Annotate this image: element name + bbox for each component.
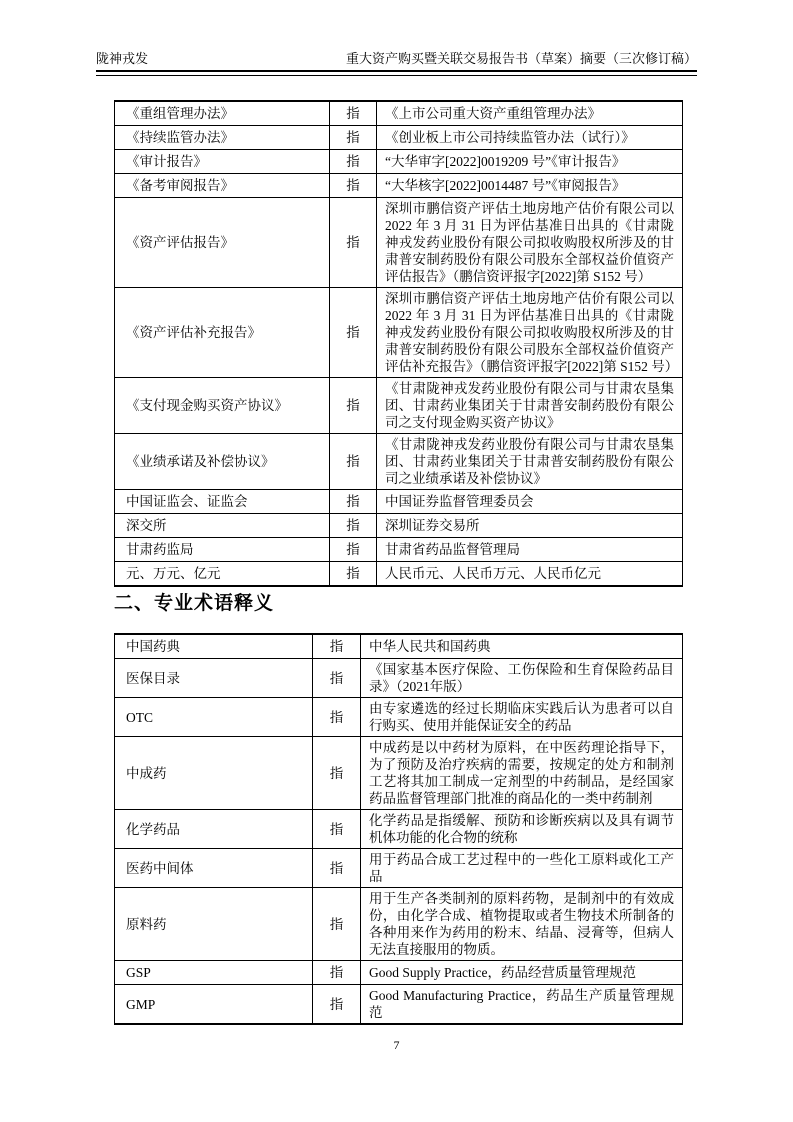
indicator-cell: 指 [330, 378, 377, 434]
definition-cell: 中华人民共和国药典 [361, 634, 683, 659]
definition-cell: 由专家遴选的经过长期临床实践后认为患者可以自行购买、使用并能保证安全的药品 [361, 698, 683, 737]
definition-cell: 甘肃省药品监督管理局 [377, 538, 683, 562]
table-row [115, 562, 683, 587]
definition-cell: 深圳证券交易所 [377, 514, 683, 538]
term-cell: 化学药品 [115, 810, 313, 849]
page-number: 7 [393, 1038, 400, 1052]
indicator-cell: 指 [313, 961, 361, 985]
indicator-cell: 指 [330, 514, 377, 538]
indicator-cell: 指 [313, 985, 361, 1025]
definition-cell: 《甘肃陇神戎发药业股份有限公司与甘肃农垦集团、甘肃药业集团关于甘肃普安制药股份有限公司之业绩承诺及补偿协议》 [377, 434, 683, 490]
table-row [115, 378, 683, 434]
definition-cell: 《创业板上市公司持续监管办法（试行）》 [377, 126, 683, 150]
header-rule-thin [96, 75, 697, 76]
indicator-cell: 指 [313, 888, 361, 961]
section-heading: 二、专业术语释义 [114, 593, 275, 614]
indicator-cell: 指 [313, 810, 361, 849]
term-cell: GMP [115, 985, 313, 1025]
indicator-cell: 指 [330, 174, 377, 198]
table-row [115, 810, 683, 849]
definition-cell: 用于生产各类制剂的原料药物，是制剂中的有效成份，由化学合成、植物提取或者生物技术所制备的各种用来作为药用的粉末、结晶、浸膏等，但病人无法直接服用的物质。 [361, 888, 683, 961]
indicator-cell: 指 [330, 538, 377, 562]
table-row [115, 288, 683, 378]
term-cell: 元、万元、亿元 [115, 562, 330, 587]
term-cell: 深交所 [115, 514, 330, 538]
indicator-cell: 指 [313, 634, 361, 659]
term-cell: 《审计报告》 [115, 150, 330, 174]
term-cell: 《备考审阅报告》 [115, 174, 330, 198]
term-cell: 《资产评估补充报告》 [115, 288, 330, 378]
term-cell: 《支付现金购买资产协议》 [115, 378, 330, 434]
definitions-table [114, 100, 683, 587]
indicator-cell: 指 [330, 562, 377, 587]
indicator-cell: 指 [330, 288, 377, 378]
term-cell: 中国证监会、证监会 [115, 490, 330, 514]
header-company-name: 陇神戎发 [96, 51, 149, 66]
table-row [115, 849, 683, 888]
indicator-cell: 指 [313, 659, 361, 698]
definition-cell: 用于药品合成工艺过程中的一些化工原料或化工产品 [361, 849, 683, 888]
page-footer [96, 1038, 697, 1053]
table-row [115, 961, 683, 985]
term-cell: 医保目录 [115, 659, 313, 698]
term-cell: 医药中间体 [115, 849, 313, 888]
definition-cell: “大华核字[2022]0014487 号”《审阅报告》 [377, 174, 683, 198]
indicator-cell: 指 [330, 150, 377, 174]
indicator-cell: 指 [313, 737, 361, 810]
table-row [115, 888, 683, 961]
table-row [115, 985, 683, 1025]
indicator-cell: 指 [330, 434, 377, 490]
indicator-cell: 指 [313, 849, 361, 888]
term-cell: OTC [115, 698, 313, 737]
indicator-cell: 指 [313, 698, 361, 737]
table-row [115, 698, 683, 737]
table-row [115, 538, 683, 562]
table-row [115, 490, 683, 514]
definition-cell: Good Manufacturing Practice，药品生产质量管理规范 [361, 985, 683, 1025]
term-cell: 《重组管理办法》 [115, 101, 330, 126]
header-rule-thick [96, 70, 697, 72]
term-cell: 中成药 [115, 737, 313, 810]
page-header [96, 50, 697, 76]
table-row [115, 101, 683, 126]
table-row [115, 198, 683, 288]
definition-cell: 《上市公司重大资产重组管理办法》 [377, 101, 683, 126]
table-row [115, 634, 683, 659]
definition-cell: 《甘肃陇神戎发药业股份有限公司与甘肃农垦集团、甘肃药业集团关于甘肃普安制药股份有限公司之支付现金购买资产协议》 [377, 378, 683, 434]
definition-cell: 深圳市鹏信资产评估土地房地产估价有限公司以 2022 年 3 月 31 日为评估基准日出具的《甘肃陇神戎发药业股份有限公司拟收购股权所涉及的甘肃普安制药股份有限公司股东全部权益价值资产评估报告》（鹏信资评报字[2022]第 S152 号） [377, 198, 683, 288]
definition-cell: 人民币元、人民币万元、人民币亿元 [377, 562, 683, 587]
table-row [115, 434, 683, 490]
definition-cell: 《国家基本医疗保险、工伤保险和生育保险药品目录》（2021年版） [361, 659, 683, 698]
term-cell: 《业绩承诺及补偿协议》 [115, 434, 330, 490]
table-row [115, 174, 683, 198]
definition-cell: 中国证券监督管理委员会 [377, 490, 683, 514]
term-cell: 《持续监管办法》 [115, 126, 330, 150]
table-row [115, 659, 683, 698]
term-cell: GSP [115, 961, 313, 985]
table-row [115, 126, 683, 150]
table-row [115, 514, 683, 538]
term-cell: 甘肃药监局 [115, 538, 330, 562]
definition-cell: Good Supply Practice，药品经营质量管理规范 [361, 961, 683, 985]
table-row [115, 150, 683, 174]
definition-cell: “大华审字[2022]0019209 号”《审计报告》 [377, 150, 683, 174]
indicator-cell: 指 [330, 126, 377, 150]
header-document-title: 重大资产购买暨关联交易报告书（草案）摘要（三次修订稿） [345, 51, 697, 66]
term-cell: 原料药 [115, 888, 313, 961]
definition-cell: 深圳市鹏信资产评估土地房地产估价有限公司以 2022 年 3 月 31 日为评估基准日出具的《甘肃陇神戎发药业股份有限公司拟收购股权所涉及的甘肃普安制药股份有限公司股东全部权益价值资产评估补充报告》（鹏信资评报字[2022]第 S152 号） [377, 288, 683, 378]
definition-cell: 化学药品是指缓解、预防和诊断疾病以及具有调节机体功能的化合物的统称 [361, 810, 683, 849]
terms-table [114, 633, 683, 1025]
table-row [115, 737, 683, 810]
term-cell: 《资产评估报告》 [115, 198, 330, 288]
term-cell: 中国药典 [115, 634, 313, 659]
indicator-cell: 指 [330, 101, 377, 126]
definition-cell: 中成药是以中药材为原料，在中医药理论指导下，为了预防及治疗疾病的需要，按规定的处方和制剂工艺将其加工制成一定剂型的中药制品，是经国家药品监督管理部门批准的商品化的一类中药制剂 [361, 737, 683, 810]
indicator-cell: 指 [330, 490, 377, 514]
indicator-cell: 指 [330, 198, 377, 288]
